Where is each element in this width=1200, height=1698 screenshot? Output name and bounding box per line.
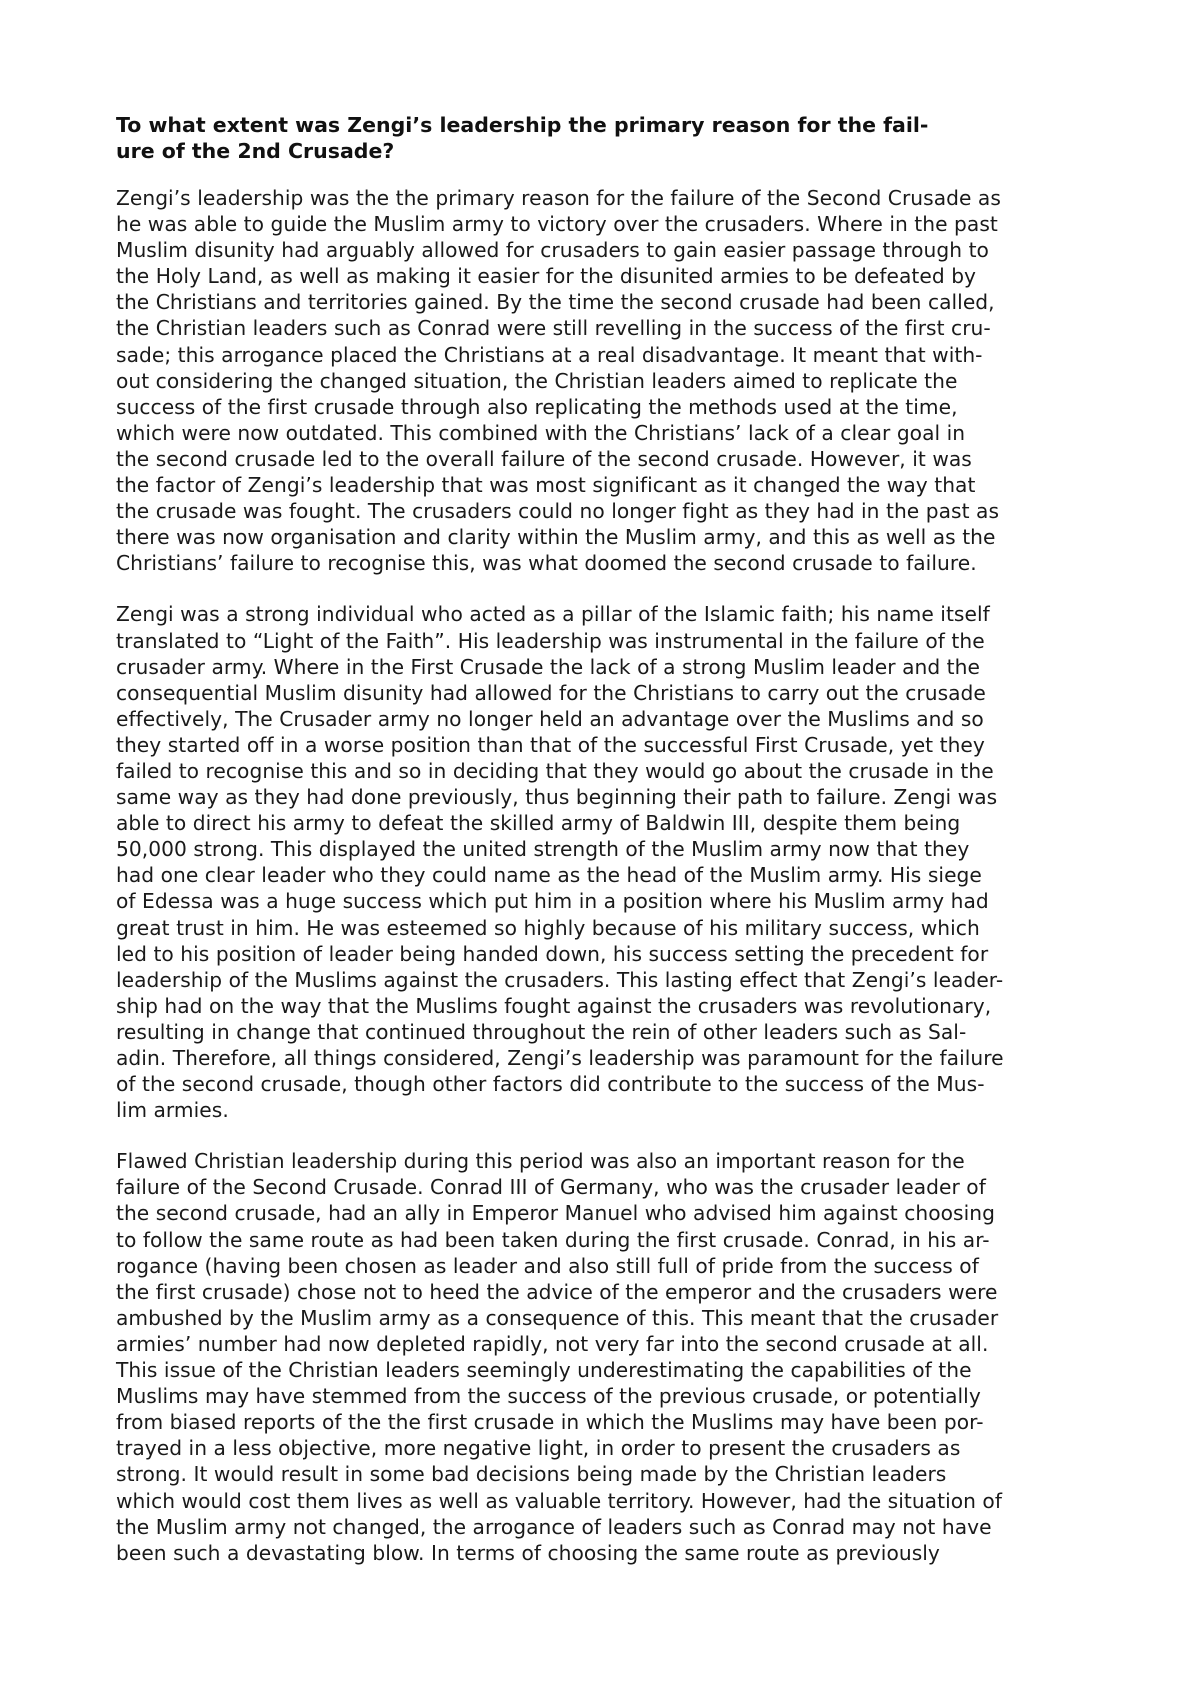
paragraph-line: the Christian leaders such as Conrad were still revelling in the success of the first cru- — [116, 316, 991, 341]
paragraph-line: from biased reports of the the first crusade in which the Muslims may have been por- — [116, 1410, 984, 1435]
paragraph-line: This issue of the Christian leaders seemingly underestimating the capabilities of the — [116, 1358, 972, 1383]
document-body — [116, 112, 1116, 1591]
paragraph-line: failed to recognise this and so in deciding that they would go about the crusade in the — [116, 758, 994, 783]
paragraph-line: they started off in a worse position than that of the successful First Crusade, yet they — [116, 732, 985, 757]
essay-paragraph — [116, 1148, 1116, 1566]
paragraph-line: ship had on the way that the Muslims fought against the crusaders was revolutionary, — [116, 993, 992, 1018]
paragraph-line: Muslim disunity had arguably allowed for crusaders to gain easier passage through to — [116, 238, 989, 263]
paragraph-line: Muslims may have stemmed from the success of the previous crusade, or potentially — [116, 1384, 981, 1409]
paragraph-line: Zengi was a strong individual who acted as a pillar of the Islamic faith; his name itself — [116, 602, 990, 627]
essay-paragraphs — [116, 185, 1116, 1566]
paragraph-line: great trust in him. He was esteemed so highly because of his military success, which — [116, 915, 980, 940]
paragraph-line: the second crusade led to the overall failure of the second crusade. However, it was — [116, 446, 972, 471]
paragraph-line: sade; this arrogance placed the Christians at a real disadvantage. It meant that with- — [116, 342, 983, 367]
paragraph-line: which would cost them lives as well as valuable territory. However, had the situation of — [116, 1488, 1002, 1513]
paragraph-line: effectively, The Crusader army no longer held an advantage over the Muslims and so — [116, 706, 984, 731]
paragraph-line: able to direct his army to defeat the skilled army of Baldwin III, despite them being — [116, 811, 961, 836]
paragraph-line: of the second crusade, though other factors did contribute to the success of the Mus- — [116, 1072, 985, 1097]
paragraph-line: crusader army. Where in the First Crusade the lack of a strong Muslim leader and the — [116, 654, 980, 679]
essay-paragraph — [116, 185, 1116, 576]
paragraph-line: success of the first crusade through also replicating the methods used at the time, — [116, 394, 958, 419]
essay-title — [116, 112, 1116, 164]
paragraph-line: the first crusade) chose not to heed the advice of the emperor and the crusaders were — [116, 1279, 998, 1304]
paragraph-line: had one clear leader who they could name as the head of the Muslim army. His siege — [116, 863, 982, 888]
paragraph-line: of Edessa was a huge success which put him in a position where his Muslim army had — [116, 889, 989, 914]
paragraph-line: led to his position of leader being handed down, his success setting the precedent for — [116, 941, 989, 966]
paragraph-line: same way as they had done previously, thus beginning their path to failure. Zengi was — [116, 785, 998, 810]
paragraph-line: Christians’ failure to recognise this, was what doomed the second crusade to failure. — [116, 551, 977, 576]
paragraph-line: he was able to guide the Muslim army to victory over the crusaders. Where in the past — [116, 212, 998, 237]
paragraph-line: 50,000 strong. This displayed the united strength of the Muslim army now that they — [116, 837, 970, 862]
paragraph-line: armies’ number had now depleted rapidly, not very far into the second crusade at all. — [116, 1331, 989, 1356]
paragraph-line: there was now organisation and clarity within the Muslim army, and this as well as the — [116, 525, 996, 550]
paragraph-line: Flawed Christian leadership during this period was also an important reason for the — [116, 1149, 965, 1174]
paragraph-line: rogance (having been chosen as leader and also still full of pride from the success of — [116, 1253, 979, 1278]
essay-paragraph — [116, 601, 1116, 1123]
paragraph-line: failure of the Second Crusade. Conrad III of Germany, who was the crusader leader of — [116, 1175, 986, 1200]
paragraph-line: to follow the same route as had been taken during the first crusade. Conrad, in his ar- — [116, 1227, 990, 1252]
paragraph-line: lim armies. — [116, 1098, 229, 1123]
paragraph-line: translated to “Light of the Faith”. His leadership was instrumental in the failure of the — [116, 628, 985, 653]
paragraph-line: the Holy Land, as well as making it easier for the disunited armies to be defeated by — [116, 264, 977, 289]
paragraph-line: the Muslim army not changed, the arrogance of leaders such as Conrad may not have — [116, 1514, 992, 1539]
paragraph-line: trayed in a less objective, more negative light, in order to present the crusaders as — [116, 1436, 961, 1461]
essay-title-line: To what extent was Zengi’s leadership the primary reason for the fail- — [116, 113, 929, 137]
paragraph-line: Zengi’s leadership was the the primary reason for the failure of the Second Crusade as — [116, 186, 1001, 210]
essay-title-line: ure of the 2nd Crusade? — [116, 139, 395, 163]
paragraph-line: been such a devastating blow. In terms of choosing the same route as previously — [116, 1540, 940, 1565]
paragraph-line: consequential Muslim disunity had allowed for the Christians to carry out the crusade — [116, 680, 986, 705]
paragraph-line: ambushed by the Muslim army as a consequence of this. This meant that the crusader — [116, 1305, 999, 1330]
paragraph-line: the Christians and territories gained. By the time the second crusade had been called, — [116, 290, 995, 315]
paragraph-line: out considering the changed situation, the Christian leaders aimed to replicate the — [116, 368, 958, 393]
paragraph-line: the factor of Zengi’s leadership that was most significant as it changed the way that — [116, 473, 976, 498]
paragraph-line: resulting in change that continued throughout the rein of other leaders such as Sal- — [116, 1019, 967, 1044]
paragraph-line: the second crusade, had an ally in Emperor Manuel who advised him against choosing — [116, 1201, 995, 1226]
paragraph-line: leadership of the Muslims against the crusaders. This lasting effect that Zengi’s leader- — [116, 967, 1004, 992]
paragraph-line: adin. Therefore, all things considered, Zengi’s leadership was paramount for the failure — [116, 1046, 1004, 1070]
paragraph-line: which were now outdated. This combined with the Christians’ lack of a clear goal in — [116, 420, 966, 445]
paragraph-line: strong. It would result in some bad decisions being made by the Christian leaders — [116, 1462, 947, 1487]
paragraph-line: the crusade was fought. The crusaders could no longer fight as they had in the past as — [116, 499, 1000, 524]
